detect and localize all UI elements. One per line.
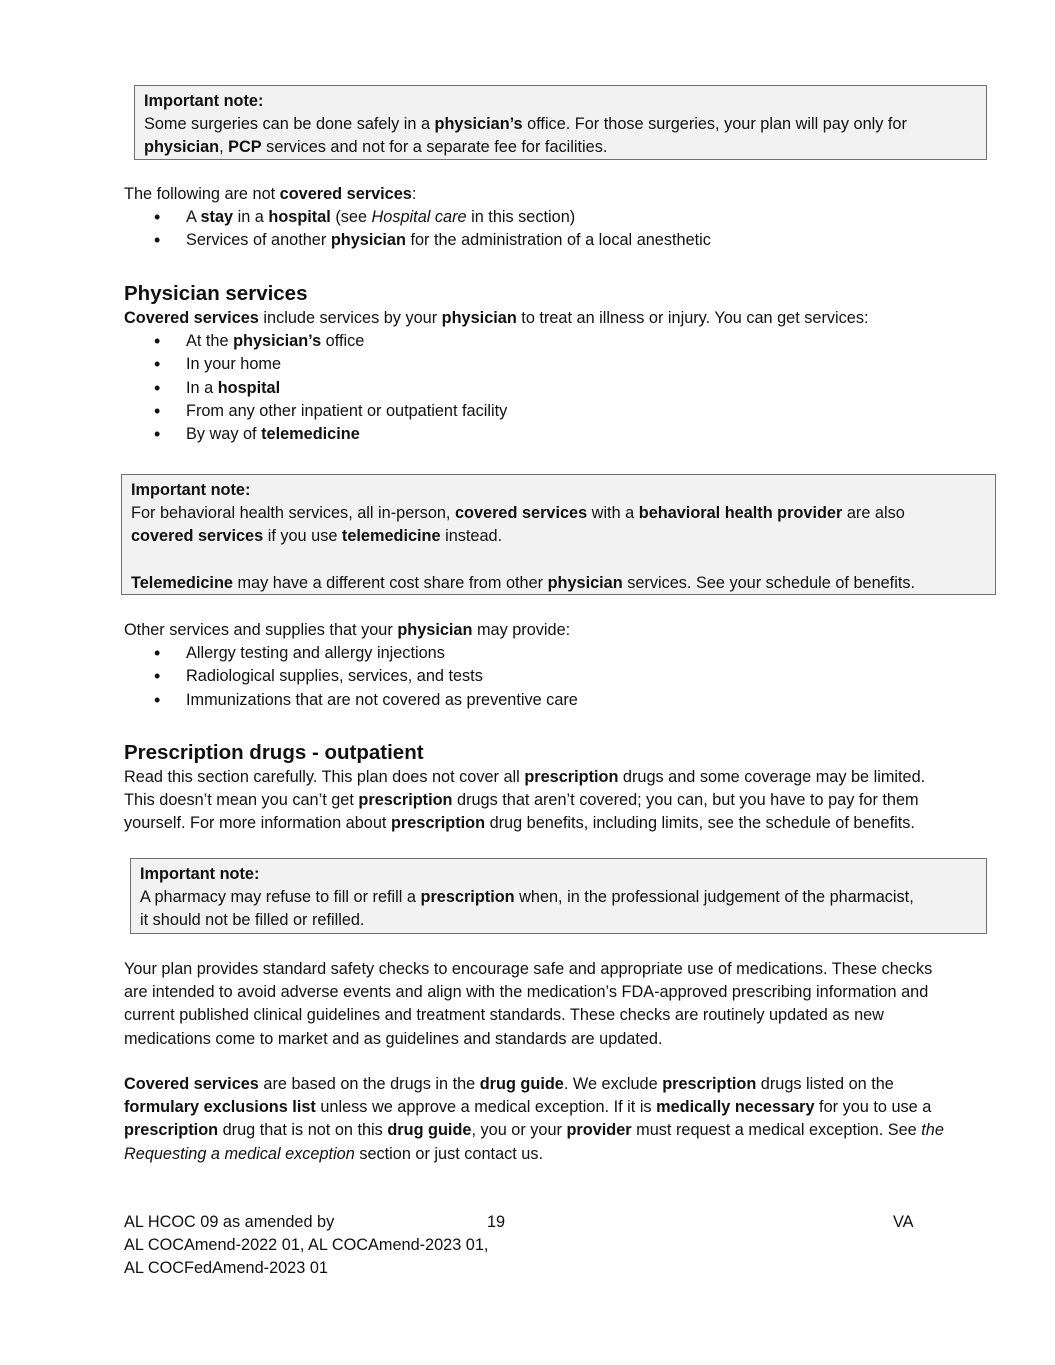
page-number: 19 bbox=[487, 1213, 506, 1231]
list-item: • In a hospital bbox=[124, 377, 1004, 400]
paragraph-line: Requesting a medical exception section or just contact us. bbox=[124, 1144, 544, 1163]
list-item: • Immunizations that are not covered as preventive care bbox=[124, 689, 1004, 712]
footer-state-code: VA bbox=[893, 1213, 914, 1231]
footer-line: AL COCAmend-2022 01, AL COCAmend-2023 01, bbox=[124, 1236, 489, 1255]
note-title: Important note: bbox=[140, 865, 260, 883]
other-services-section bbox=[124, 619, 1004, 712]
prescription-drugs-section bbox=[124, 740, 1014, 836]
important-note-telemedicine bbox=[121, 474, 996, 595]
list-item: • At the physician’s office bbox=[124, 330, 1004, 353]
footer-line: AL HCOC 09 as amended by bbox=[124, 1213, 335, 1231]
paragraph-line: Your plan provides standard safety checks to encourage safe and appropriate use of medications. These checks bbox=[124, 960, 933, 978]
footer-form-numbers bbox=[124, 1211, 488, 1281]
note-title: Important note: bbox=[144, 92, 264, 110]
section-heading: Physician services bbox=[124, 282, 308, 305]
important-note-pharmacy bbox=[130, 858, 987, 934]
list-item: • Allergy testing and allergy injections bbox=[124, 642, 1004, 665]
note-text-line: A pharmacy may refuse to fill or refill a prescription when, in the professional judgement of the pharmacist, bbox=[140, 888, 914, 907]
paragraph-line: formulary exclusions list unless we approve a medical exception. If it is medically necessary for you to use a bbox=[124, 1098, 932, 1117]
paragraph-line: Covered services are based on the drugs in the drug guide. We exclude prescription drugs listed on the bbox=[124, 1075, 894, 1093]
paragraph-line: prescription drug that is not on this drug guide, you or your provider must request a medical exception. See the bbox=[124, 1121, 944, 1140]
paragraph-line: yourself. For more information about prescription drug benefits, including limits, see the schedule of benefits. bbox=[124, 814, 915, 833]
note-text-line: For behavioral health services, all in-person, covered services with a behavioral health provider are also bbox=[131, 504, 905, 523]
list-item: • Services of another physician for the administration of a local anesthetic bbox=[124, 229, 1004, 252]
safety-checks-paragraph bbox=[124, 958, 1024, 1051]
other-services-intro: Other services and supplies that your physician may provide: bbox=[124, 621, 571, 639]
paragraph-line: medications come to market and as guidelines and standards are updated. bbox=[124, 1029, 663, 1048]
list-item: • In your home bbox=[124, 353, 1004, 376]
note-text-line: covered services if you use telemedicine instead. bbox=[131, 527, 503, 546]
list-item: • By way of telemedicine bbox=[124, 423, 1004, 446]
list-item: • A stay in a hospital (see Hospital care in this section) bbox=[124, 206, 1004, 229]
paragraph-line: current published clinical guidelines and treatment standards. These checks are routinely updated as new bbox=[124, 1006, 884, 1025]
note-title: Important note: bbox=[131, 481, 251, 499]
other-services-list bbox=[124, 642, 1004, 712]
paragraph-line: Read this section carefully. This plan does not cover all prescription drugs and some coverage may be limited. bbox=[124, 768, 926, 786]
not-covered-section bbox=[124, 183, 1004, 253]
physician-intro: Covered services include services by your physician to treat an illness or injury. You can get services: bbox=[124, 309, 869, 327]
physician-services-section bbox=[124, 281, 1004, 446]
physician-locations-list bbox=[124, 330, 1004, 446]
section-heading: Prescription drugs - outpatient bbox=[124, 741, 424, 764]
note-text-line: it should not be filled or refilled. bbox=[140, 911, 365, 930]
paragraph-line: are intended to avoid adverse events and align with the medication’s FDA-approved prescribing information and bbox=[124, 983, 929, 1002]
important-note-surgeries bbox=[134, 85, 987, 160]
not-covered-list bbox=[124, 206, 1004, 252]
note-text-line: physician, PCP services and not for a separate fee for facilities. bbox=[144, 138, 608, 157]
note-text-line: Telemedicine may have a different cost share from other physician services. See your schedule of benefits. bbox=[131, 573, 916, 592]
list-item: • From any other inpatient or outpatient facility bbox=[124, 400, 1004, 423]
list-item: • Radiological supplies, services, and tests bbox=[124, 665, 1004, 688]
paragraph-line: This doesn’t mean you can’t get prescription drugs that aren’t covered; you can, but you have to pay for them bbox=[124, 791, 919, 810]
footer-line: AL COCFedAmend-2023 01 bbox=[124, 1259, 328, 1278]
drug-guide-paragraph bbox=[124, 1073, 1024, 1166]
not-covered-intro: The following are not covered services: bbox=[124, 185, 417, 203]
note-text-line: Some surgeries can be done safely in a physician’s office. For those surgeries, your plan will pay only for bbox=[144, 115, 907, 134]
